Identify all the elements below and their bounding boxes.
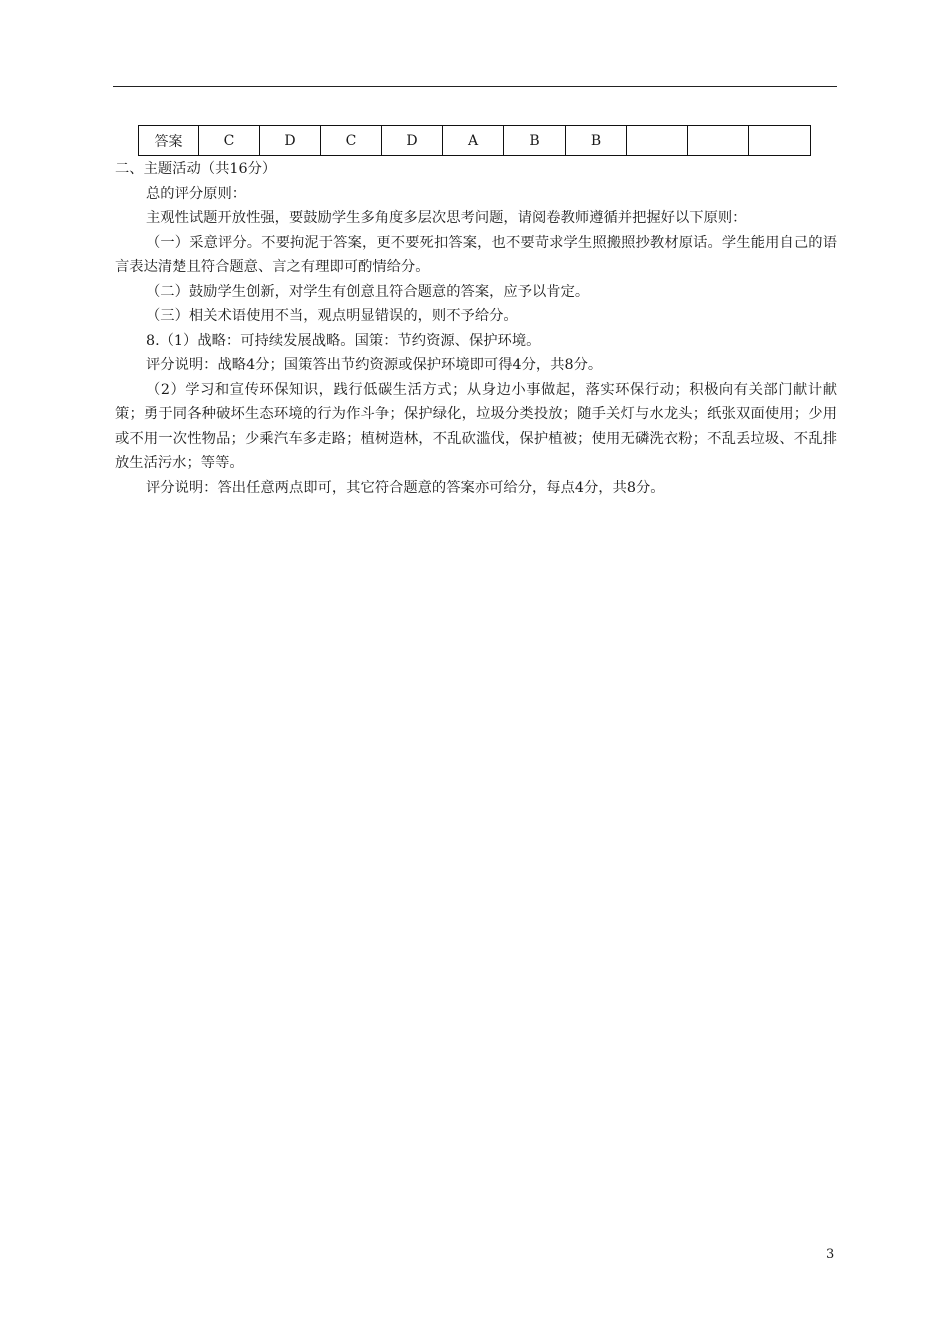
answer-cell: D — [260, 126, 321, 156]
page-number: 3 — [826, 1247, 835, 1262]
principle-2: （二）鼓励学生创新，对学生有创意且符合题意的答案，应予以肯定。 — [146, 283, 590, 300]
answer-cell: B — [504, 126, 566, 156]
answer-header-cell: 答案 — [139, 126, 199, 156]
section-body — [115, 157, 837, 500]
principles-title: 总的评分原则： — [146, 185, 247, 202]
q8-part1-answer: 8.（1）战略：可持续发展战略。国策：节约资源、保护环境。 — [146, 332, 541, 349]
answer-cell: C — [199, 126, 260, 156]
answer-cell: A — [443, 126, 504, 156]
answer-table — [138, 125, 811, 156]
answer-row — [139, 126, 811, 156]
q8-part2-scoring: 评分说明：答出任意两点即可，其它符合题意的答案亦可给分，每点4分，共8分。 — [146, 479, 665, 496]
answer-cell — [749, 126, 811, 156]
answer-cell: B — [566, 126, 627, 156]
principles-intro: 主观性试题开放性强，要鼓励学生多角度多层次思考问题，请阅卷教师遵循并把握好以下原则： — [146, 210, 747, 226]
answer-cell — [688, 126, 749, 156]
principle-1: （一）采意评分。不要拘泥于答案，更不要死扣答案，也不要苛求学生照搬照抄教材原话。学生能用自己的语言表达清楚且符合题意、言之有理即可酌情给分。 — [115, 234, 837, 275]
answer-cell: C — [321, 126, 382, 156]
q8-part1-scoring: 评分说明：战略4分；国策答出节约资源或保护环境即可得4分，共8分。 — [146, 357, 603, 373]
answer-cell — [627, 126, 688, 156]
q8-part2-answer: （2）学习和宣传环保知识，践行低碳生活方式；从身边小事做起，落实环保行动；积极向有关部门献计献策；勇于同各种破坏生态环境的行为作斗争；保护绿化，垃圾分类投放；随手关灯与水龙头；纸张双面使用；少用或不用一次性物品；少乘汽车多走路；植树造林，不乱砍滥伐，保护植被；使用无磷洗衣粉；不乱丢垃圾、不乱排放生活污水；等等。 — [115, 381, 837, 471]
principle-3: （三）相关术语使用不当，观点明显错误的，则不予给分。 — [146, 308, 518, 324]
header-rule — [113, 86, 837, 87]
answer-cell: D — [382, 126, 443, 156]
section-heading: 二、主题活动（共16分） — [115, 161, 277, 177]
